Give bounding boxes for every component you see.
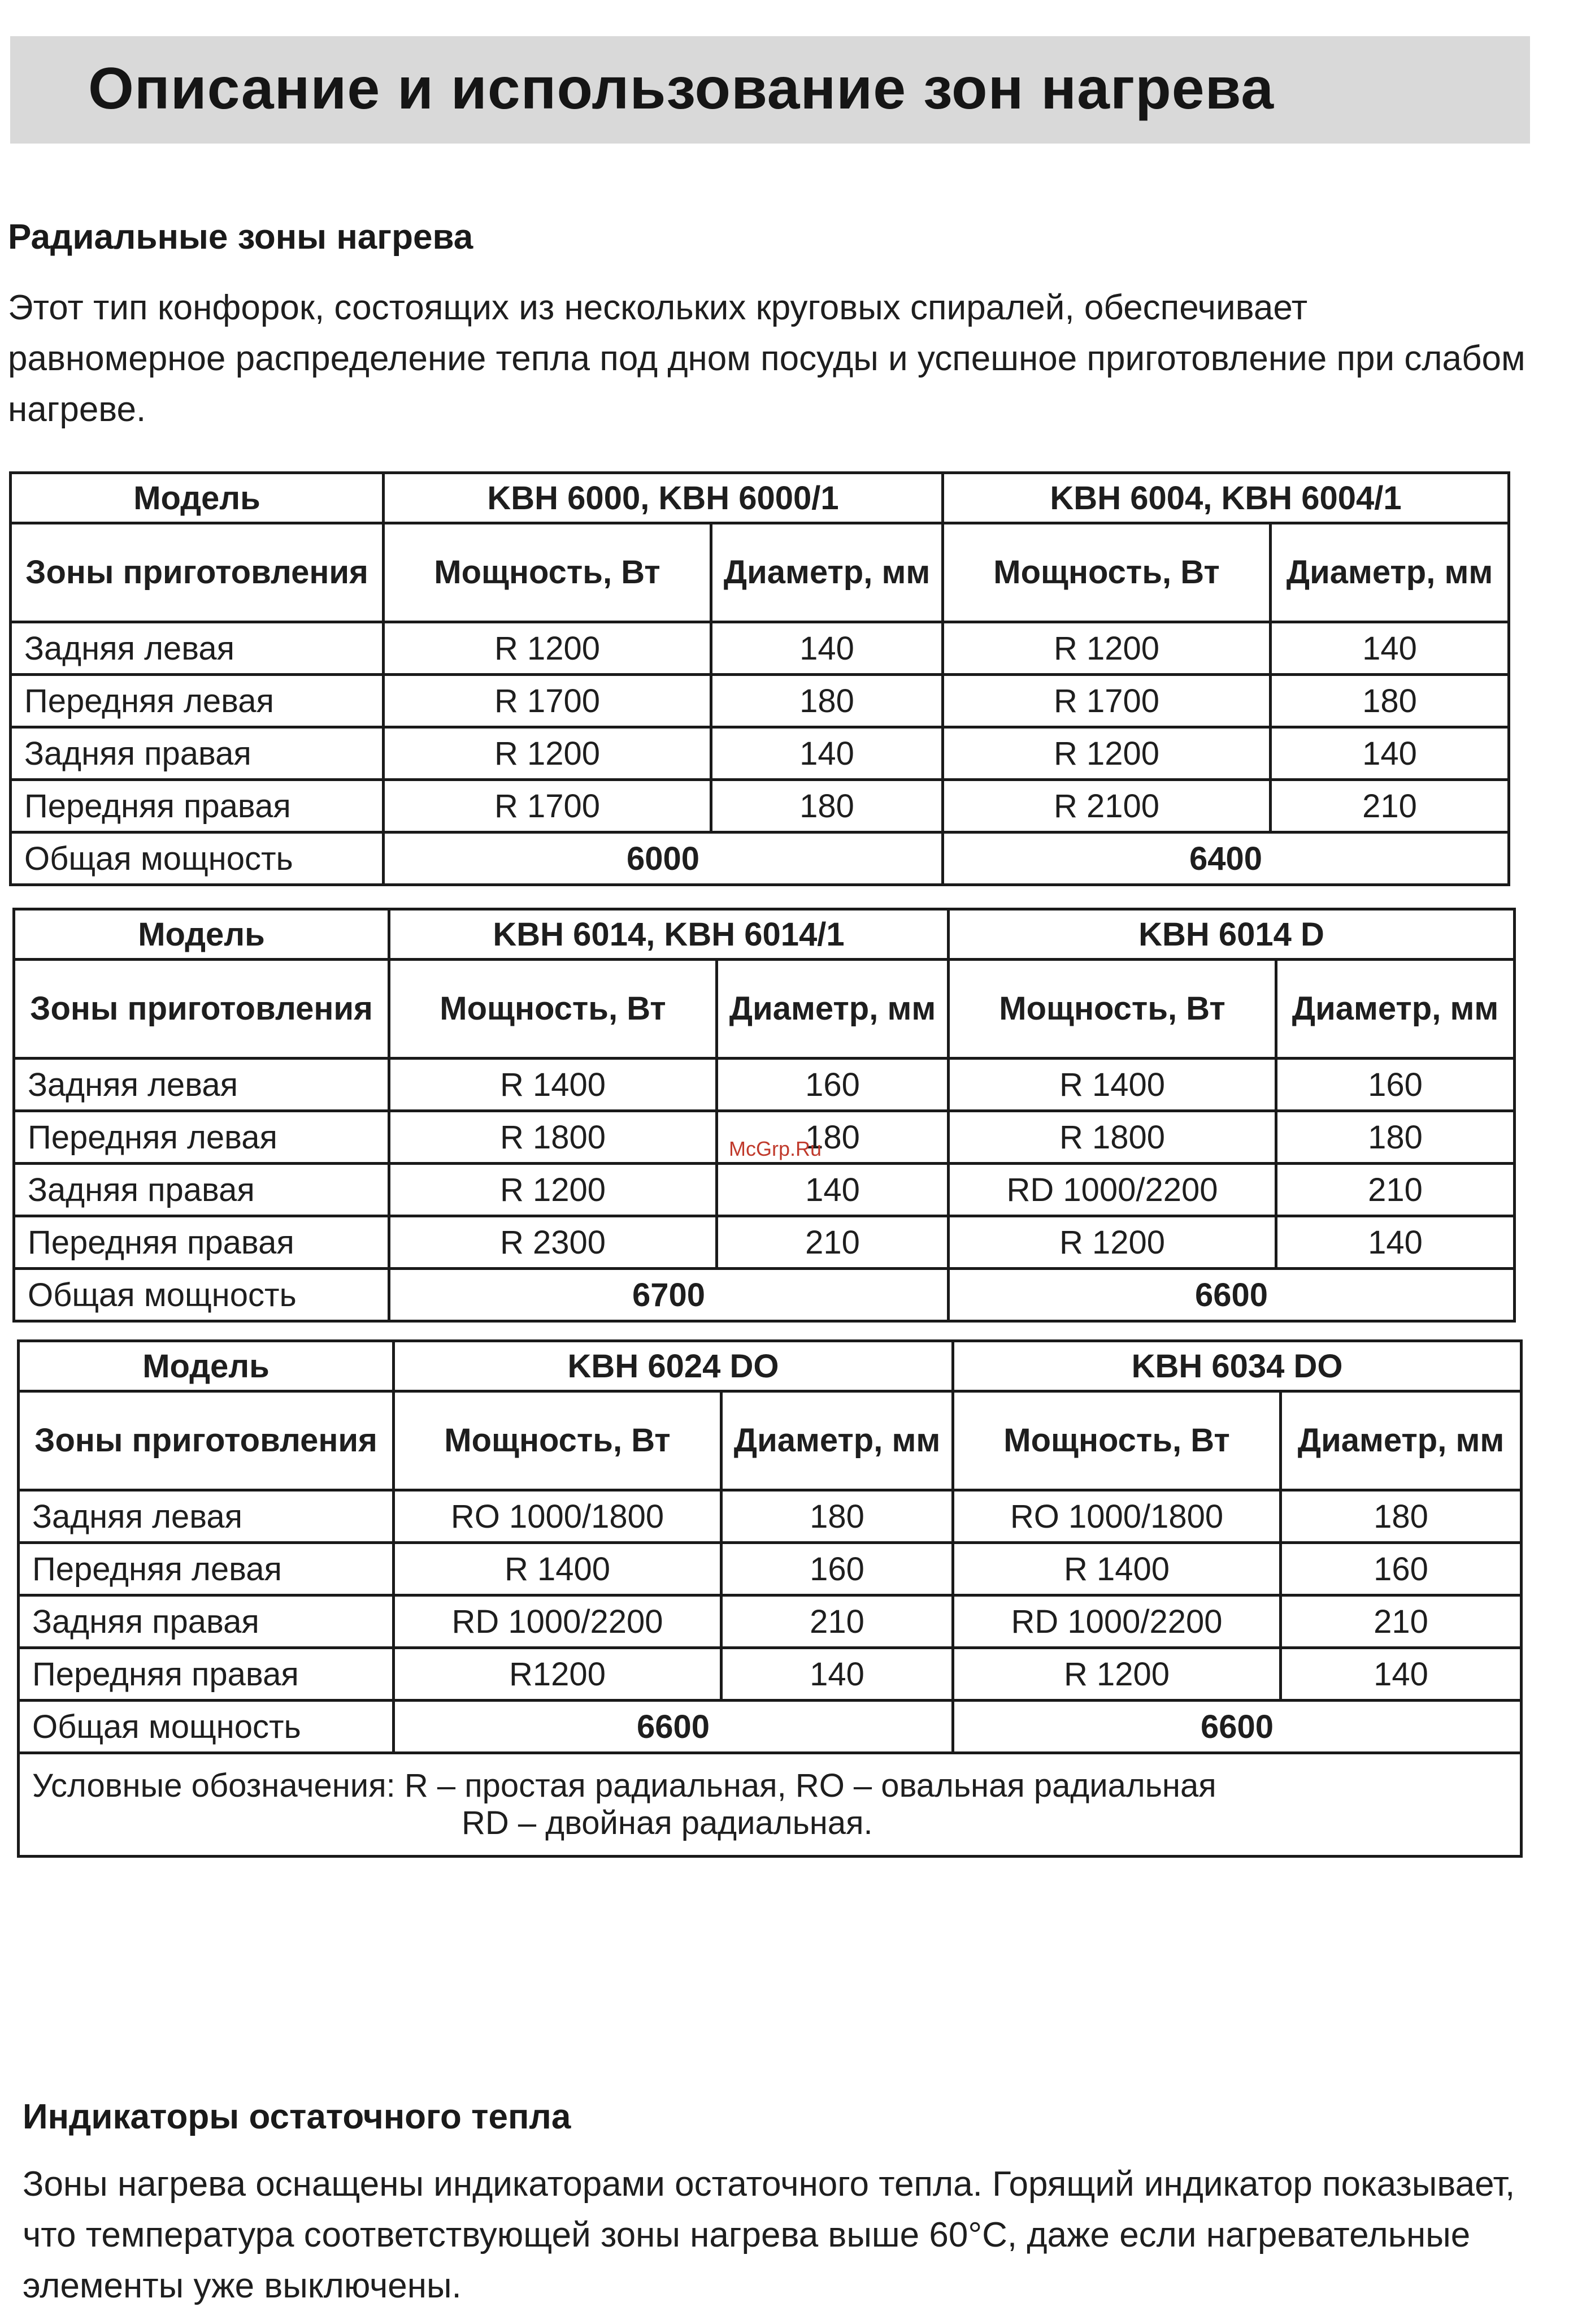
power-value: R 2300: [389, 1216, 717, 1269]
table-header-row: [11, 473, 1509, 523]
diameter-value: 210: [722, 1595, 953, 1648]
legend-row: [19, 1753, 1522, 1857]
power-value: RD 1000/2200: [953, 1595, 1281, 1648]
diameter-value: 180: [711, 675, 943, 727]
model-name: KBH 6014, KBH 6014/1: [389, 909, 949, 960]
diameter-value: 140: [711, 727, 943, 780]
total-row: [19, 1701, 1522, 1753]
section-paragraph-residual: Зоны нагрева оснащены индикаторами остаточного тепла. Горящий индикатор показывает, что температура соответствующей зоны нагрева выше 60°C, даже если нагревательные элементы уже выключены.: [23, 2165, 1515, 2305]
total-value: 6600: [953, 1701, 1522, 1753]
legend-line-1: Условные обозначения: R – простая радиальная, RO – овальная радиальная: [32, 1767, 1216, 1804]
total-row: [11, 833, 1509, 885]
table-row: [19, 1543, 1522, 1595]
table-row: [11, 675, 1509, 727]
spec-table-1: [9, 471, 1510, 886]
zones-label: Зоны приготовления: [11, 523, 384, 622]
diameter-value: 140: [1276, 1216, 1515, 1269]
table-row: [19, 1490, 1522, 1543]
power-value: R 1800: [949, 1111, 1276, 1164]
zone-name: Задняя левая: [14, 1059, 389, 1111]
diameter-value: 180: [722, 1490, 953, 1543]
zone-name: Задняя правая: [14, 1164, 389, 1216]
diameter-label: Диаметр, мм: [711, 523, 943, 622]
legend-line-2: RD – двойная радиальная.: [462, 1805, 873, 1841]
zones-label: Зоны приготовления: [14, 960, 389, 1059]
total-value: 6000: [384, 833, 943, 885]
diameter-value: 210: [1271, 780, 1509, 833]
zone-name: Передняя правая: [14, 1216, 389, 1269]
diameter-label: Диаметр, мм: [722, 1391, 953, 1490]
diameter-value: 140: [1271, 622, 1509, 675]
table-header-row: [19, 1341, 1522, 1391]
table-subheader-row: [19, 1391, 1522, 1490]
power-value: R1200: [394, 1648, 722, 1701]
power-value: R 1400: [949, 1059, 1276, 1111]
model-label: Модель: [19, 1341, 394, 1391]
page-title: Описание и использование зон нагрева: [88, 56, 1275, 122]
diameter-value: 180: [717, 1111, 949, 1164]
zone-name: Передняя левая: [19, 1543, 394, 1595]
model-name: KBH 6014 D: [949, 909, 1515, 960]
table-row: [11, 622, 1509, 675]
diameter-value: 140: [1271, 727, 1509, 780]
total-row: [14, 1269, 1515, 1321]
diameter-value: 140: [711, 622, 943, 675]
total-value: 6600: [949, 1269, 1515, 1321]
diameter-value: 140: [717, 1164, 949, 1216]
table-row: [11, 780, 1509, 833]
model-name: KBH 6000, KBH 6000/1: [384, 473, 943, 523]
power-value: RO 1000/1800: [394, 1490, 722, 1543]
zone-name: Задняя правая: [11, 727, 384, 780]
legend: [19, 1753, 1522, 1857]
model-label: Модель: [11, 473, 384, 523]
section-heading-residual: Индикаторы остаточного тепла: [23, 2097, 571, 2136]
diameter-label: Диаметр, мм: [717, 960, 949, 1059]
diameter-value: 180: [1276, 1111, 1515, 1164]
total-value: 6700: [389, 1269, 949, 1321]
power-value: R 1200: [389, 1164, 717, 1216]
power-label: Мощность, Вт: [949, 960, 1276, 1059]
power-value: R 1400: [394, 1543, 722, 1595]
power-label: Мощность, Вт: [389, 960, 717, 1059]
model-name: KBH 6004, KBH 6004/1: [943, 473, 1509, 523]
model-name: KBH 6024 DO: [394, 1341, 953, 1391]
diameter-value: 180: [1271, 675, 1509, 727]
power-value: RD 1000/2200: [394, 1595, 722, 1648]
power-value: RO 1000/1800: [953, 1490, 1281, 1543]
total-value: 6600: [394, 1701, 953, 1753]
model-name: KBH 6034 DO: [953, 1341, 1522, 1391]
total-label: Общая мощность: [14, 1269, 389, 1321]
zone-name: Задняя левая: [19, 1490, 394, 1543]
power-label: Мощность, Вт: [953, 1391, 1281, 1490]
diameter-label: Диаметр, мм: [1276, 960, 1515, 1059]
diameter-value: 160: [1281, 1543, 1522, 1595]
section-heading-radial: Радиальные зоны нагрева: [8, 218, 473, 257]
power-value: R 1200: [953, 1648, 1281, 1701]
table-row: [19, 1595, 1522, 1648]
power-value: R 1200: [384, 727, 711, 780]
power-value: R 1200: [949, 1216, 1276, 1269]
diameter-value: 180: [1281, 1490, 1522, 1543]
spec-table-3: [17, 1339, 1523, 1858]
power-value: R 1700: [943, 675, 1271, 727]
table-subheader-row: [11, 523, 1509, 622]
power-value: R 1400: [389, 1059, 717, 1111]
table-header-row: [14, 909, 1515, 960]
diameter-label: Диаметр, мм: [1281, 1391, 1522, 1490]
power-value: R 1200: [384, 622, 711, 675]
zone-name: Передняя правая: [11, 780, 384, 833]
zones-label: Зоны приготовления: [19, 1391, 394, 1490]
zone-name: Передняя правая: [19, 1648, 394, 1701]
model-label: Модель: [14, 909, 389, 960]
total-value: 6400: [943, 833, 1509, 885]
zone-name: Задняя левая: [11, 622, 384, 675]
watermark: McGrp.Ru: [729, 1137, 822, 1160]
power-label: Мощность, Вт: [943, 523, 1271, 622]
table-row: [14, 1216, 1515, 1269]
diameter-value: 140: [1281, 1648, 1522, 1701]
power-value: R 1400: [953, 1543, 1281, 1595]
section-paragraph-radial: Этот тип конфорок, состоящих из нескольких круговых спиралей, обеспечивает равномерное распределение тепла под дном посуды и успешное приготовление при слабом нагреве.: [8, 288, 1525, 429]
power-value: R 1700: [384, 675, 711, 727]
total-label: Общая мощность: [11, 833, 384, 885]
diameter-value: 160: [1276, 1059, 1515, 1111]
power-value: RD 1000/2200: [949, 1164, 1276, 1216]
title-bar: [10, 36, 1530, 144]
diameter-value: 210: [717, 1216, 949, 1269]
power-value: R 2100: [943, 780, 1271, 833]
zone-name: Передняя левая: [14, 1111, 389, 1164]
spec-table-2: [12, 908, 1516, 1323]
diameter-value: 140: [722, 1648, 953, 1701]
power-value: R 1700: [384, 780, 711, 833]
diameter-value: 210: [1276, 1164, 1515, 1216]
power-value: R 1200: [943, 622, 1271, 675]
table-row: [11, 727, 1509, 780]
power-label: Мощность, Вт: [384, 523, 711, 622]
power-label: Мощность, Вт: [394, 1391, 722, 1490]
zone-name: Задняя правая: [19, 1595, 394, 1648]
zone-name: Передняя левая: [11, 675, 384, 727]
diameter-value: 180: [711, 780, 943, 833]
table-row: [14, 1164, 1515, 1216]
diameter-label: Диаметр, мм: [1271, 523, 1509, 622]
power-value: R 1800: [389, 1111, 717, 1164]
table-row: [19, 1648, 1522, 1701]
power-value: R 1200: [943, 727, 1271, 780]
diameter-value: 160: [717, 1059, 949, 1111]
table-subheader-row: [14, 960, 1515, 1059]
total-label: Общая мощность: [19, 1701, 394, 1753]
diameter-value: 160: [722, 1543, 953, 1595]
table-row: [14, 1059, 1515, 1111]
diameter-value: 210: [1281, 1595, 1522, 1648]
